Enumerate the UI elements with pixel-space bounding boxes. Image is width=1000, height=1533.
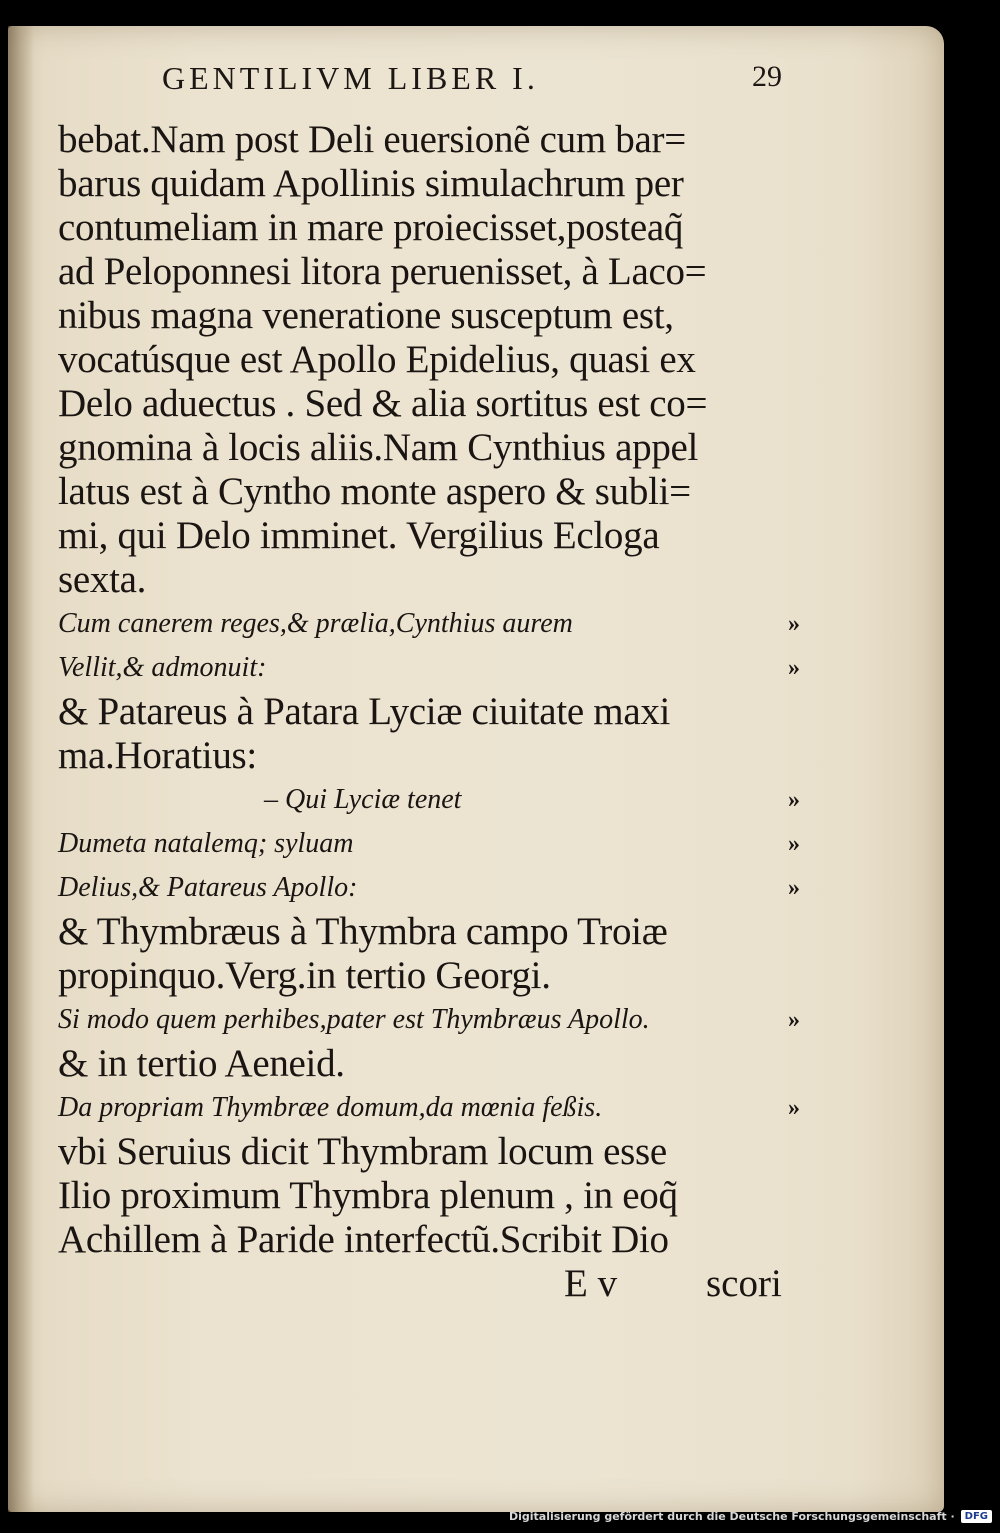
text-line: bebat.Nam post Deli euersionẽ cum bar= xyxy=(58,118,686,161)
text-line: mi, qui Delo imminet. Vergilius Ecloga xyxy=(58,514,660,557)
quotation-line xyxy=(58,1086,818,1130)
quotation-text: Cum canerem reges,& prælia,Cynthius aurem xyxy=(58,608,573,639)
quotation-text: – Qui Lyciæ tenet xyxy=(264,784,462,815)
text-line: ad Peloponnesi litora peruenisset, à Laco= xyxy=(58,250,707,293)
text-line: & Thymbræus à Thymbra campo Troiæ xyxy=(58,910,668,953)
quotation-text: Dumeta natalemq; syluam xyxy=(58,828,354,859)
quotation-mark: » xyxy=(788,1007,800,1033)
text-line: barus quidam Apollinis simulachrum per xyxy=(58,162,684,205)
text-line: Delo aduectus . Sed & alia sortitus est co= xyxy=(58,382,708,425)
text-line: contumeliam in mare proiecisset,posteaq̃ xyxy=(58,206,684,249)
quotation-mark: » xyxy=(788,611,800,637)
text-line: propinquo.Verg.in tertio Georgi. xyxy=(58,954,551,997)
text-line: vbi Seruius dicit Thymbram locum esse xyxy=(58,1130,667,1173)
page-header xyxy=(162,60,782,100)
catchword: scori xyxy=(706,1262,782,1305)
quotation-text: Vellit,& admonuit: xyxy=(58,652,267,683)
text-line: vocatúsque est Apollo Epidelius, quasi ex xyxy=(58,338,696,381)
quotation-mark: » xyxy=(788,655,800,681)
quotation-text: Da propriam Thymbræe domum,da mœnia feßis. xyxy=(58,1092,603,1123)
text-line: Achillem à Paride interfectũ.Scribit Dio xyxy=(58,1218,669,1261)
text-line: nibus magna veneratione susceptum est, xyxy=(58,294,674,337)
text-line: ma.Horatius: xyxy=(58,734,257,777)
quotation-line xyxy=(58,822,818,866)
catchword-line xyxy=(58,1262,818,1306)
page-number: 29 xyxy=(752,60,782,93)
book-gutter-shadow xyxy=(8,26,34,1512)
text-line: & in tertio Aeneid. xyxy=(58,1042,345,1085)
quotation-mark: » xyxy=(788,1095,800,1121)
quotation-text: Delius,& Patareus Apollo: xyxy=(58,872,358,903)
running-title: GENTILIVM LIBER I. xyxy=(162,60,539,96)
text-line: gnomina à locis aliis.Nam Cynthius appel xyxy=(58,426,699,469)
text-line: Ilio proximum Thymbra plenum , in eoq̃ xyxy=(58,1174,678,1217)
text-line: latus est à Cyntho monte aspero & subli= xyxy=(58,470,691,513)
signature-mark: E v xyxy=(564,1262,618,1305)
quotation-text: Si modo quem perhibes,pater est Thymbræus Apollo. xyxy=(58,1004,650,1035)
text-line: & Patareus à Patara Lyciæ ciuitate maxi xyxy=(58,690,671,733)
quotation-line xyxy=(58,998,818,1042)
dfg-logo: DFG xyxy=(961,1510,992,1523)
text-line: sexta. xyxy=(58,558,147,601)
quotation-mark: » xyxy=(788,875,800,901)
credit-text: Digitalisierung gefördert durch die Deutsche Forschungsgemeinschaft · xyxy=(508,1509,955,1523)
quotation-line xyxy=(58,778,818,822)
quotation-mark: » xyxy=(788,787,800,813)
quotation-line xyxy=(58,866,818,910)
quotation-mark: » xyxy=(788,831,800,857)
digitization-credit xyxy=(509,1505,992,1527)
body-text xyxy=(58,118,818,1306)
quotation-line xyxy=(58,602,818,646)
quotation-line xyxy=(58,646,818,690)
